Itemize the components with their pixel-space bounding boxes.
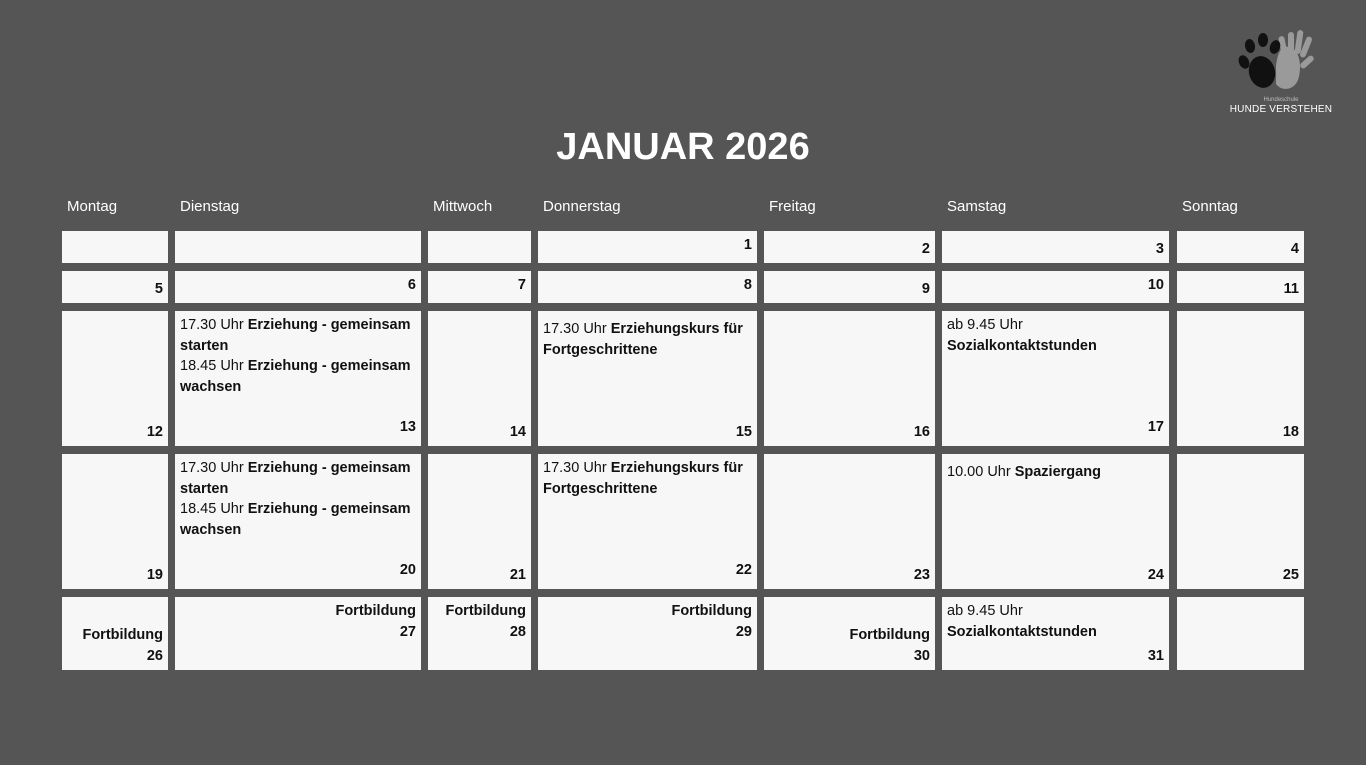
- day-number: 5: [154, 280, 163, 297]
- event-time: 10.00 Uhr: [947, 464, 1015, 480]
- day-cell-18[interactable]: [1177, 311, 1304, 446]
- day-cell-16[interactable]: [764, 311, 935, 446]
- page-title: JANUAR 2026: [556, 126, 810, 168]
- day-number: 31: [1147, 647, 1164, 664]
- day-number: 17: [1147, 418, 1164, 435]
- day-cell-10[interactable]: [942, 271, 1169, 303]
- day-number: 12: [146, 423, 163, 440]
- day-number: 7: [517, 277, 526, 293]
- day-cell-3[interactable]: [942, 231, 1169, 263]
- weekday-thursday: Donnerstag: [543, 198, 621, 215]
- day-cell-29[interactable]: [538, 597, 757, 670]
- event-name[interactable]: Fortbildung: [849, 627, 930, 643]
- event-item[interactable]: [947, 462, 1164, 483]
- day-cell-12[interactable]: [62, 311, 168, 446]
- day-number: 21: [509, 566, 526, 583]
- day-cell-empty: [428, 231, 531, 263]
- day-cell-6[interactable]: [175, 271, 421, 303]
- event-list: [947, 462, 1164, 483]
- event-name: Erziehungskurs für Fortgeschrittene: [543, 460, 743, 497]
- event-time: 18.45 Uhr: [180, 501, 248, 517]
- event-time: 17.30 Uhr: [543, 321, 611, 337]
- day-cell-19[interactable]: [62, 454, 168, 589]
- day-number: 14: [509, 423, 526, 440]
- day-number: 19: [146, 566, 163, 583]
- day-cell-9[interactable]: [764, 271, 935, 303]
- logo-subtitle: Hundeschule: [1263, 97, 1299, 103]
- day-number: 6: [407, 277, 416, 293]
- event-name[interactable]: Fortbildung: [671, 603, 752, 619]
- event-name: Erziehungskurs für Fortgeschrittene: [543, 321, 743, 358]
- day-number: 11: [1283, 280, 1299, 297]
- day-number: 13: [399, 418, 416, 435]
- weekday-sunday: Sonntag: [1182, 198, 1238, 215]
- event-time: 17.30 Uhr: [543, 460, 611, 476]
- event-item[interactable]: [180, 356, 416, 397]
- day-number: 23: [913, 566, 930, 583]
- day-cell-20[interactable]: [175, 454, 421, 589]
- day-cell-7[interactable]: [428, 271, 531, 303]
- logo-name: HUNDE VERSTEHEN: [1229, 104, 1333, 115]
- event-name[interactable]: Fortbildung: [335, 603, 416, 619]
- day-cell-26[interactable]: [62, 597, 168, 670]
- event-list: [180, 458, 416, 540]
- event-time: ab 9.45 Uhr: [947, 603, 1023, 619]
- event-name: Erziehung - gemeinsam wachsen: [180, 501, 411, 538]
- weekday-friday: Freitag: [769, 198, 816, 215]
- event-name: Sozialkontaktstunden: [947, 623, 1097, 640]
- event-name: Erziehung - gemeinsam starten: [180, 317, 411, 354]
- day-cell-2[interactable]: [764, 231, 935, 263]
- event-item[interactable]: [947, 315, 1164, 356]
- day-content: [671, 601, 752, 642]
- day-number: 2: [921, 240, 930, 257]
- day-content: [445, 601, 526, 642]
- event-item[interactable]: [180, 458, 416, 499]
- day-number: 10: [1147, 277, 1164, 293]
- day-content: [335, 601, 416, 642]
- day-content: [849, 625, 930, 666]
- event-name[interactable]: Fortbildung: [445, 603, 526, 619]
- day-number: 15: [735, 423, 752, 440]
- paw-hand-icon: [1236, 28, 1328, 96]
- event-list: [947, 315, 1164, 356]
- day-number: 22: [735, 561, 752, 578]
- day-content: [82, 625, 163, 666]
- day-cell-11[interactable]: [1177, 271, 1304, 303]
- day-cell-empty: [62, 231, 168, 263]
- weekday-monday: Montag: [67, 198, 118, 215]
- day-number: 30: [913, 647, 930, 664]
- day-number: 28: [509, 623, 526, 640]
- weekday-tuesday: Dienstag: [180, 198, 240, 215]
- day-cell-empty: [175, 231, 421, 263]
- event-list: [947, 601, 1164, 642]
- event-item[interactable]: [543, 458, 752, 499]
- day-cell-1[interactable]: [538, 231, 757, 263]
- day-cell-31[interactable]: [942, 597, 1169, 670]
- event-list: [543, 319, 752, 360]
- event-item[interactable]: [180, 499, 416, 540]
- day-cell-27[interactable]: [175, 597, 421, 670]
- day-number: 26: [146, 647, 163, 664]
- day-cell-17[interactable]: [942, 311, 1169, 446]
- weekday-saturday: Samstag: [947, 198, 1007, 215]
- event-item[interactable]: [947, 601, 1164, 642]
- event-list: [543, 458, 752, 499]
- weekday-wednesday: Mittwoch: [433, 198, 493, 215]
- event-item[interactable]: [180, 315, 416, 356]
- day-number: 27: [399, 623, 416, 640]
- day-number: 4: [1290, 240, 1299, 257]
- day-number: 9: [921, 280, 930, 297]
- event-time: 18.45 Uhr: [180, 358, 248, 374]
- event-time: 17.30 Uhr: [180, 460, 248, 476]
- event-time: 17.30 Uhr: [180, 317, 248, 333]
- day-number: 8: [743, 277, 752, 293]
- day-cell-15[interactable]: [538, 311, 757, 446]
- day-number: 18: [1282, 423, 1299, 440]
- event-time: ab 9.45 Uhr: [947, 317, 1023, 333]
- day-cell-28[interactable]: [428, 597, 531, 670]
- day-cell-14[interactable]: [428, 311, 531, 446]
- day-number: 25: [1282, 566, 1299, 583]
- event-name[interactable]: Fortbildung: [82, 627, 163, 643]
- day-cell-13[interactable]: [175, 311, 421, 446]
- day-cell-22[interactable]: [538, 454, 757, 589]
- day-cell-empty: [1177, 597, 1304, 670]
- event-item[interactable]: [543, 319, 752, 360]
- day-cell-30[interactable]: [764, 597, 935, 670]
- event-name: Spaziergang: [1014, 464, 1101, 480]
- day-number: 20: [399, 561, 416, 578]
- event-name: Erziehung - gemeinsam starten: [180, 460, 411, 497]
- logo: [1222, 28, 1340, 118]
- day-number: 1: [743, 237, 752, 253]
- day-number: 29: [735, 623, 752, 640]
- event-name: Sozialkontaktstunden: [947, 337, 1097, 354]
- day-cell-24[interactable]: [942, 454, 1169, 589]
- day-number: 24: [1147, 566, 1164, 583]
- day-number: 3: [1155, 240, 1164, 257]
- day-number: 16: [913, 423, 930, 440]
- day-cell-8[interactable]: [538, 271, 757, 303]
- event-name: Erziehung - gemeinsam wachsen: [180, 358, 411, 395]
- day-cell-4[interactable]: [1177, 231, 1304, 263]
- day-cell-21[interactable]: [428, 454, 531, 589]
- day-cell-23[interactable]: [764, 454, 935, 589]
- day-cell-5[interactable]: [62, 271, 168, 303]
- event-list: [180, 315, 416, 397]
- day-cell-25[interactable]: [1177, 454, 1304, 589]
